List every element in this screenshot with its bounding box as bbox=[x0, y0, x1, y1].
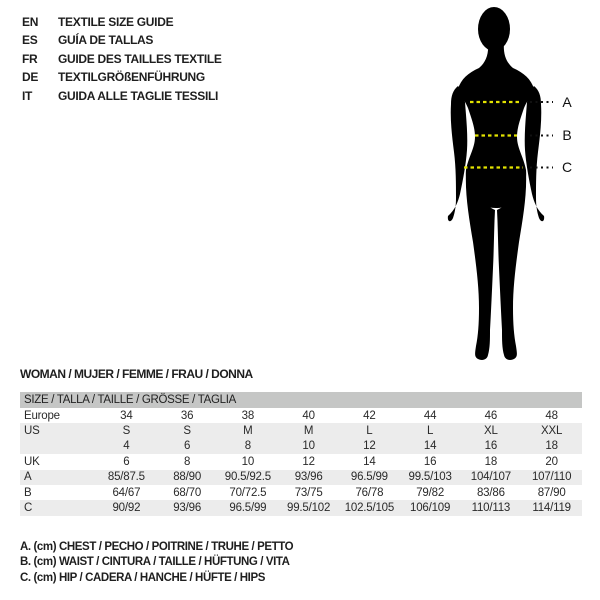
row-label: Europe bbox=[24, 409, 60, 422]
size-cell: 10 bbox=[302, 440, 315, 453]
row-label bbox=[20, 439, 96, 454]
size-cell: 64/67 bbox=[112, 486, 141, 499]
size-cell: XL bbox=[484, 425, 498, 438]
language-code: IT bbox=[22, 88, 33, 103]
size-table-body bbox=[20, 408, 582, 516]
row-label: A bbox=[24, 471, 32, 484]
language-code: FR bbox=[22, 51, 38, 66]
silhouette-left-arm bbox=[448, 86, 467, 221]
silhouette-right-arm bbox=[525, 86, 544, 221]
size-table bbox=[20, 392, 582, 516]
size-cell: 68/70 bbox=[173, 486, 202, 499]
size-cell: 4 bbox=[123, 440, 130, 453]
size-cell: 93/96 bbox=[294, 471, 323, 484]
size-cell: 18 bbox=[484, 455, 498, 468]
size-cell: 38 bbox=[241, 409, 255, 422]
section-title: WOMAN / MUJER / FEMME / FRAU / DONNA bbox=[20, 367, 253, 381]
size-cell: 6 bbox=[123, 455, 130, 468]
table-row bbox=[20, 423, 582, 438]
size-cell: 83/86 bbox=[476, 486, 505, 499]
language-code: EN bbox=[22, 15, 39, 29]
language-row bbox=[22, 68, 222, 86]
figure-area bbox=[420, 0, 600, 380]
size-cell: 114/119 bbox=[532, 502, 571, 515]
language-code: DE bbox=[22, 70, 39, 85]
marker-label-b: B bbox=[562, 127, 572, 143]
size-table-header: SIZE / TALLA / TAILLE / GRÖSSE / TAGLIA bbox=[20, 392, 582, 408]
language-row bbox=[22, 13, 222, 31]
size-cell: 42 bbox=[363, 409, 376, 422]
size-cell: 40 bbox=[302, 409, 315, 422]
size-cell: 96.5/99 bbox=[350, 471, 388, 484]
size-cell: 12 bbox=[302, 455, 315, 468]
row-label: UK bbox=[24, 455, 40, 468]
size-cell: L bbox=[427, 425, 434, 438]
table-row bbox=[20, 485, 582, 500]
size-cell: 87/90 bbox=[537, 486, 566, 499]
language-label: GUÍA DE TALLAS bbox=[58, 33, 154, 48]
size-cell: 12 bbox=[363, 440, 376, 453]
row-label: US bbox=[24, 425, 40, 438]
legend-line: A. (cm) CHEST / PECHO / POITRINE / TRUHE / PETTO bbox=[20, 541, 294, 553]
language-label: TEXTILGRÖßENFÜHRUNG bbox=[58, 70, 205, 85]
legend-line: B. (cm) WAIST / CINTURA / TAILLE / HÜFTUNG / VITA bbox=[20, 556, 290, 569]
size-cell: 88/90 bbox=[173, 471, 202, 484]
size-cell: 107/110 bbox=[531, 471, 572, 484]
row-label: C bbox=[24, 502, 33, 515]
language-row bbox=[22, 87, 222, 105]
size-cell: 110/113 bbox=[471, 502, 511, 515]
size-cell: 8 bbox=[244, 440, 251, 453]
language-label: TEXTILE SIZE GUIDE bbox=[58, 15, 174, 29]
size-cell: 90.5/92.5 bbox=[224, 471, 271, 484]
size-cell: 106/109 bbox=[410, 502, 451, 515]
size-cell: 34 bbox=[120, 409, 133, 422]
size-cell: 6 bbox=[184, 440, 191, 453]
size-cell: 46 bbox=[484, 409, 498, 422]
size-cell: 79/82 bbox=[416, 486, 445, 499]
language-row bbox=[22, 50, 222, 68]
legend-line: C. (cm) HIP / CADERA / HANCHE / HÜFTE / HIPS bbox=[20, 571, 266, 584]
size-cell: 10 bbox=[241, 455, 255, 468]
size-cell: 14 bbox=[423, 440, 437, 453]
table-row bbox=[20, 454, 582, 469]
size-cell: 16 bbox=[484, 440, 498, 453]
size-cell: 16 bbox=[423, 455, 437, 468]
table-row bbox=[20, 439, 582, 454]
table-row bbox=[20, 500, 582, 515]
language-code: ES bbox=[22, 33, 38, 48]
size-cell: S bbox=[122, 425, 131, 438]
size-cell: 18 bbox=[545, 440, 558, 453]
size-cell: 85/87.5 bbox=[107, 471, 145, 484]
size-cell: 73/75 bbox=[294, 486, 323, 499]
language-label: GUIDA ALLE TAGLIE TESSILI bbox=[58, 88, 219, 103]
size-cell: 96.5/99 bbox=[229, 502, 267, 515]
size-cell: M bbox=[303, 425, 314, 438]
size-cell: S bbox=[183, 425, 191, 438]
size-cell: 76/78 bbox=[355, 486, 384, 499]
language-list bbox=[22, 13, 222, 105]
size-cell: 93/96 bbox=[173, 502, 202, 515]
size-cell: 48 bbox=[545, 409, 558, 422]
language-label: GUIDE DES TAILLES TEXTILE bbox=[58, 51, 222, 66]
table-row bbox=[20, 470, 582, 485]
measure-legend bbox=[20, 540, 293, 586]
table-row bbox=[20, 408, 582, 423]
marker-label-a: A bbox=[562, 94, 572, 110]
size-cell: 20 bbox=[545, 455, 558, 468]
size-cell: 104/107 bbox=[470, 471, 511, 484]
marker-label-c: C bbox=[561, 159, 573, 175]
size-cell: XXL bbox=[541, 425, 563, 438]
size-cell: M bbox=[243, 425, 253, 438]
size-cell: 70/72.5 bbox=[229, 486, 267, 499]
language-row bbox=[22, 31, 222, 49]
size-cell: 90/92 bbox=[112, 502, 141, 515]
row-label: B bbox=[24, 486, 32, 499]
size-cell: 102.5/105 bbox=[344, 502, 395, 515]
woman-silhouette-icon bbox=[420, 0, 600, 380]
size-cell: 99.5/102 bbox=[287, 502, 331, 515]
size-cell: 8 bbox=[184, 455, 191, 468]
size-cell: 36 bbox=[180, 409, 194, 422]
size-cell: 44 bbox=[423, 409, 437, 422]
size-cell: 14 bbox=[363, 455, 376, 468]
size-cell: L bbox=[366, 425, 373, 438]
size-cell: 99.5/103 bbox=[408, 471, 452, 484]
